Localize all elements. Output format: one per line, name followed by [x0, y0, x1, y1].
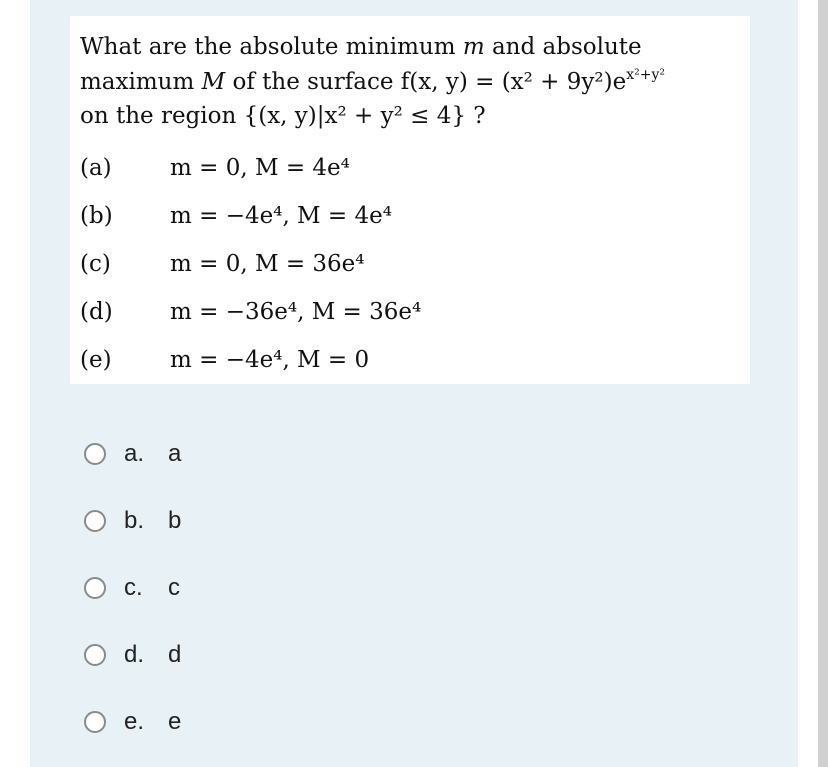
choice-c-text: c [168, 574, 180, 601]
question-text: What are the absolute minimum [80, 34, 463, 60]
choice-b[interactable] [84, 504, 181, 538]
option-b-expr: m = −4e⁴, M = 4e⁴ [170, 203, 392, 229]
radio-e[interactable] [84, 711, 106, 733]
option-d-expr: m = −36e⁴, M = 36e⁴ [170, 299, 422, 325]
choice-e[interactable] [84, 705, 181, 739]
choice-d[interactable] [84, 638, 181, 672]
question-exponent: x²+y² [626, 67, 665, 83]
choice-c-letter: c. [124, 574, 143, 601]
radio-b[interactable] [84, 510, 106, 532]
option-a-expr: m = 0, M = 4e⁴ [170, 155, 350, 181]
choice-d-letter: d. [124, 641, 145, 668]
choice-e-letter: e. [124, 708, 145, 735]
radio-a[interactable] [84, 443, 106, 465]
option-e-label: (e) [80, 347, 112, 373]
choice-a[interactable] [84, 437, 181, 471]
question-line-1 [80, 32, 642, 62]
question-var-m: m [462, 34, 485, 60]
option-e-expr: m = −4e⁴, M = 0 [170, 347, 370, 373]
option-a-label: (a) [80, 155, 112, 181]
radio-d[interactable] [84, 644, 106, 666]
option-b-label: (b) [80, 203, 113, 229]
question-box [70, 16, 750, 384]
choice-b-text: b [168, 507, 182, 534]
question-text: of the surface [225, 69, 401, 95]
option-c-label: (c) [80, 251, 111, 277]
question-text: maximum [80, 69, 202, 95]
choice-d-text: d [168, 641, 182, 668]
choice-e-text: e [168, 708, 182, 735]
radio-c[interactable] [84, 577, 106, 599]
scrollbar-edge [818, 0, 828, 767]
question-text: and absolute [484, 34, 642, 60]
question-var-M: M [201, 69, 226, 95]
choice-b-letter: b. [124, 507, 145, 534]
option-d-label: (d) [80, 299, 113, 325]
choice-a-text: a [168, 440, 182, 467]
option-c-expr: m = 0, M = 36e⁴ [170, 251, 365, 277]
choice-a-letter: a. [124, 440, 145, 467]
question-line-3: on the region {(x, y)|x² + y² ≤ 4} ? [80, 103, 486, 129]
choice-c[interactable] [84, 571, 180, 605]
question-line-2 [80, 67, 665, 97]
question-function: f(x, y) = (x² + 9y²)e [400, 69, 627, 95]
